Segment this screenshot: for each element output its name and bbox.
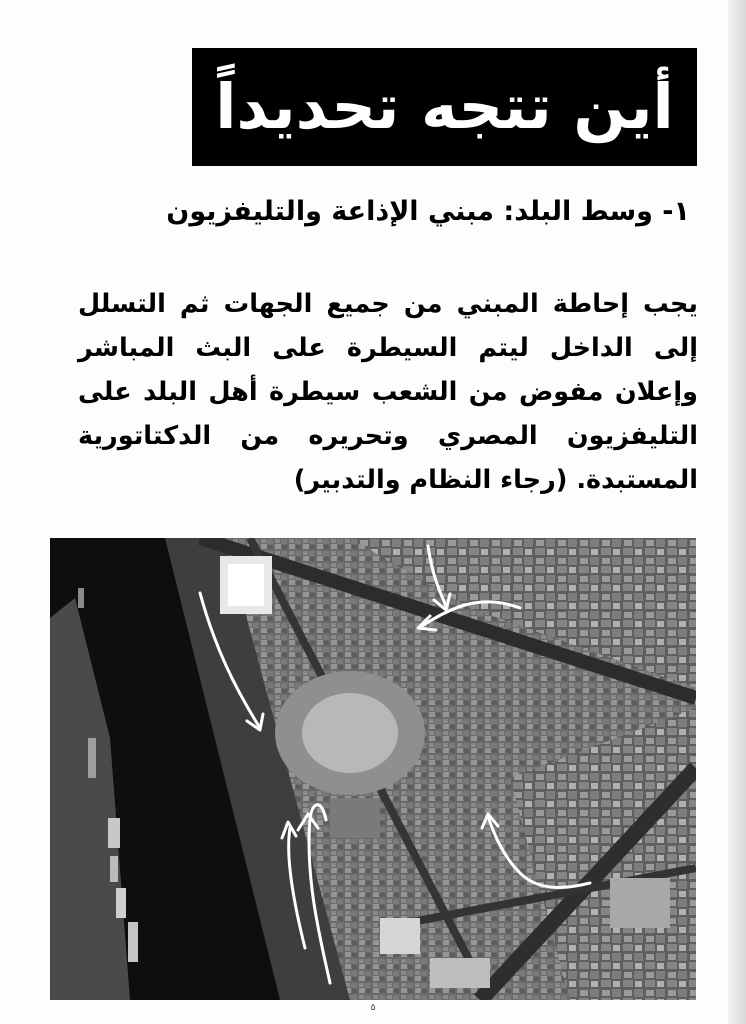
building-block [330,798,380,838]
boat [78,588,84,608]
boat [88,738,96,778]
building-block [610,878,670,928]
page-title: أين تتجه تحديداً [215,70,674,143]
section-heading: ١- وسط البلد: مبني الإذاعة والتليفزيون [166,196,690,227]
tv-tower-building-top [228,564,264,606]
page-number: ٥ [370,1003,376,1013]
round-building-inner [302,693,398,773]
page-edge-shadow [728,0,746,1024]
title-banner [192,48,697,166]
bright-building [380,918,420,954]
boat [128,922,138,962]
bright-building [430,958,490,988]
aerial-map-illustration [50,538,696,1000]
body-paragraph: يجب إحاطة المبني من جميع الجهات ثم التسلل إلى الداخل ليتم السيطرة على البث المباشر وإعلان مفوض من الشعب سيطرة أهل البلد على التليفزيون المصري وتحريره من الدكتاتورية المستبدة. (رجاء النظام والتدبير) [78,289,698,495]
boat [108,818,120,848]
boat [110,856,118,882]
aerial-map-image [50,538,696,1000]
boat [116,888,126,918]
